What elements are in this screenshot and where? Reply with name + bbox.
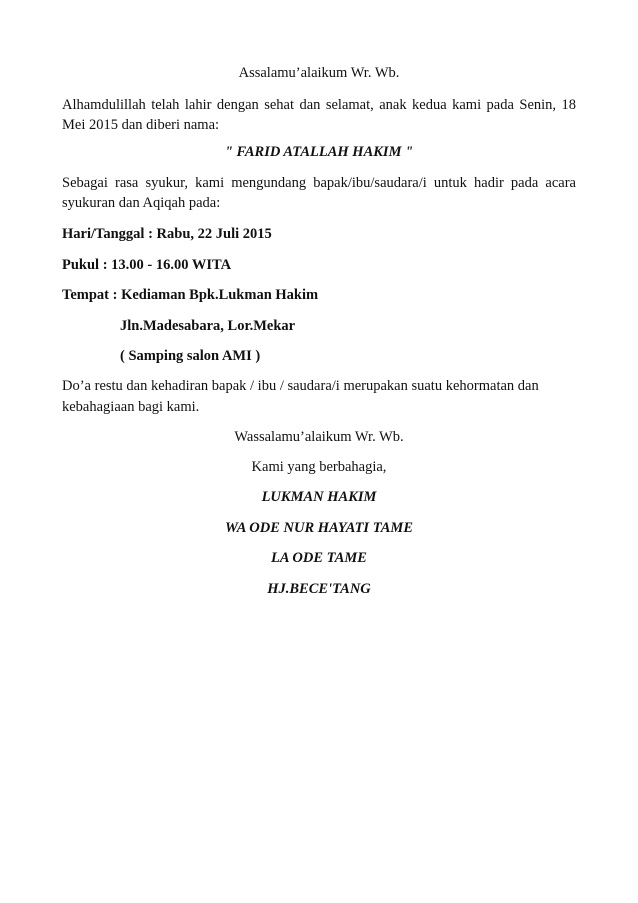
- signatory-name: WA ODE NUR HAYATI TAME: [224, 520, 413, 536]
- event-address-line-2: ( Samping salon AMI ): [120, 348, 261, 364]
- closing-note-line-1: Do’a restu dan kehadiran bapak / ibu / saudara/i merupakan suatu kehormatan dan: [62, 378, 539, 394]
- signatory-name: HJ.BECE'TANG: [267, 581, 371, 597]
- opening-greeting: Assalamu’alaikum Wr. Wb.: [238, 65, 400, 81]
- signatory-name: LA ODE TAME: [271, 550, 367, 566]
- birth-announcement-line-1: Alhamdulillah telah lahir dengan sehat dan selamat, anak kedua kami pada Senin, 18: [62, 97, 576, 113]
- event-place: Tempat : Kediaman Bpk.Lukman Hakim: [62, 287, 319, 303]
- baby-name: " FARID ATALLAH HAKIM ": [224, 144, 414, 160]
- birth-announcement-line-2: Mei 2015 dan diberi nama:: [62, 117, 220, 133]
- invitation-line-2: syukuran dan Aqiqah pada:: [62, 195, 221, 211]
- invitation-line-1: Sebagai rasa syukur, kami mengundang bapak/ibu/saudara/i untuk hadir pada acara: [62, 175, 576, 191]
- event-date: Hari/Tanggal : Rabu, 22 Juli 2015: [62, 226, 272, 242]
- signoff-text: Kami yang berbahagia,: [251, 459, 387, 475]
- closing-greeting: Wassalamu’alaikum Wr. Wb.: [234, 429, 404, 445]
- signatory-name: LUKMAN HAKIM: [261, 489, 377, 505]
- closing-note-line-2: kebahagiaan bagi kami.: [62, 399, 200, 415]
- event-time: Pukul : 13.00 - 16.00 WITA: [62, 257, 232, 273]
- event-address-line-1: Jln.Madesabara, Lor.Mekar: [120, 318, 296, 334]
